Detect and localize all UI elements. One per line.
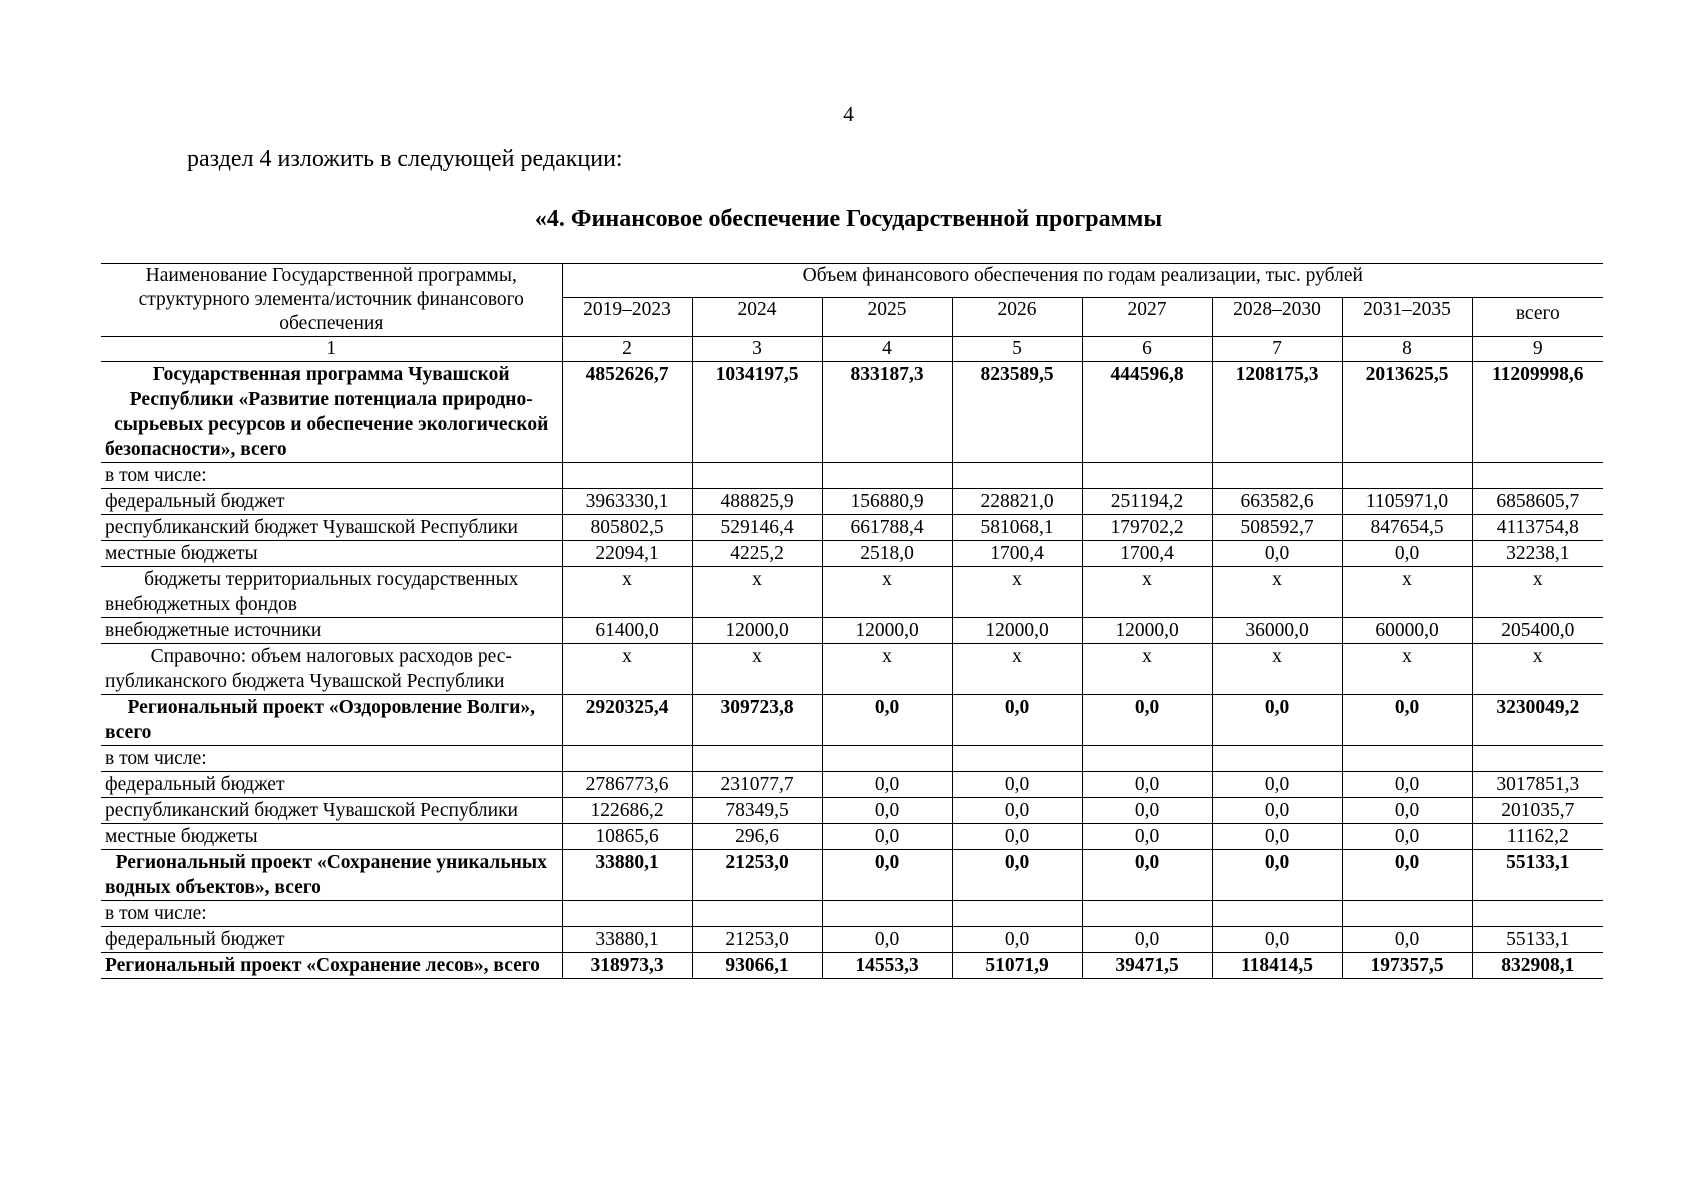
value-cell: 529146,4	[692, 515, 822, 541]
value-cell: 36000,0	[1212, 618, 1342, 644]
value-cell	[562, 463, 692, 489]
value-cell: х	[1082, 644, 1212, 695]
value-cell: 0,0	[1342, 541, 1472, 567]
row-name: федеральный бюджет	[101, 927, 562, 953]
value-cell: 0,0	[952, 772, 1082, 798]
value-cell: 832908,1	[1472, 953, 1603, 979]
value-cell: 663582,6	[1212, 489, 1342, 515]
value-cell: 0,0	[1212, 850, 1342, 901]
value-cell: 0,0	[1212, 824, 1342, 850]
financing-table	[101, 263, 1603, 979]
value-cell: 93066,1	[692, 953, 822, 979]
value-cell: 55133,1	[1472, 850, 1603, 901]
value-cell	[562, 746, 692, 772]
value-cell	[952, 746, 1082, 772]
column-index-row	[101, 337, 1603, 362]
value-cell: 33880,1	[562, 927, 692, 953]
value-cell	[692, 463, 822, 489]
name-column-header: Наименование Государственной программы, структурного элемента/источник финансового обеспечения	[101, 264, 562, 337]
row-name: Региональный проект «Оздоровление Волги», всего	[101, 695, 562, 746]
value-cell: 823589,5	[952, 362, 1082, 463]
column-index: 9	[1472, 337, 1603, 362]
section-title: «4. Финансовое обеспечение Государственной программы	[534, 206, 1163, 232]
value-cell: 0,0	[1342, 772, 1472, 798]
table-row	[101, 798, 1603, 824]
value-cell: х	[1472, 644, 1603, 695]
value-cell: 0,0	[1082, 850, 1212, 901]
year-header: 2026	[952, 297, 1082, 336]
table-row	[101, 644, 1603, 695]
value-cell: х	[1212, 567, 1342, 618]
value-cell: 21253,0	[692, 927, 822, 953]
table-row	[101, 489, 1603, 515]
value-cell: 10865,6	[562, 824, 692, 850]
value-cell: 12000,0	[692, 618, 822, 644]
value-cell: х	[1342, 644, 1472, 695]
value-cell: 0,0	[1342, 927, 1472, 953]
column-index: 7	[1212, 337, 1342, 362]
value-cell: 55133,1	[1472, 927, 1603, 953]
value-cell: 4113754,8	[1472, 515, 1603, 541]
table-body	[101, 264, 1603, 979]
value-cell: 12000,0	[1082, 618, 1212, 644]
row-name: бюджеты территориальных государственных внебюджетных фондов	[101, 567, 562, 618]
value-cell	[1472, 746, 1603, 772]
value-cell: 21253,0	[692, 850, 822, 901]
table-row	[101, 541, 1603, 567]
value-cell: 118414,5	[1212, 953, 1342, 979]
value-cell: 228821,0	[952, 489, 1082, 515]
row-name: внебюджетные источники	[101, 618, 562, 644]
value-cell	[1082, 901, 1212, 927]
value-cell: 6858605,7	[1472, 489, 1603, 515]
value-cell	[1342, 901, 1472, 927]
column-index: 1	[101, 337, 562, 362]
value-cell: 0,0	[822, 824, 952, 850]
value-cell: 0,0	[1082, 927, 1212, 953]
value-cell	[952, 463, 1082, 489]
value-cell: 0,0	[822, 798, 952, 824]
value-cell: 4225,2	[692, 541, 822, 567]
value-cell: х	[1472, 567, 1603, 618]
value-cell: 0,0	[1212, 927, 1342, 953]
value-cell: 11162,2	[1472, 824, 1603, 850]
value-cell: 1700,4	[952, 541, 1082, 567]
row-name: Справочно: объем налоговых расходов республиканского бюджета Чувашской Республики	[101, 644, 562, 695]
value-cell: х	[562, 567, 692, 618]
value-cell	[692, 746, 822, 772]
value-cell: 309723,8	[692, 695, 822, 746]
value-cell: 201035,7	[1472, 798, 1603, 824]
value-cell: 251194,2	[1082, 489, 1212, 515]
table-row	[101, 824, 1603, 850]
value-cell: 32238,1	[1472, 541, 1603, 567]
value-cell	[562, 901, 692, 927]
value-cell: 0,0	[822, 772, 952, 798]
table-row	[101, 772, 1603, 798]
value-cell: 508592,7	[1212, 515, 1342, 541]
row-name: республиканский бюджет Чувашской Республики	[101, 515, 562, 541]
value-cell: 197357,5	[1342, 953, 1472, 979]
value-cell: 581068,1	[952, 515, 1082, 541]
value-cell: 833187,3	[822, 362, 952, 463]
table-row	[101, 618, 1603, 644]
value-cell	[822, 746, 952, 772]
value-cell: 0,0	[1212, 541, 1342, 567]
value-cell	[1212, 463, 1342, 489]
page-number: 4	[843, 102, 854, 126]
value-cell: 0,0	[1082, 824, 1212, 850]
value-cell: х	[1212, 644, 1342, 695]
value-cell: 1105971,0	[1342, 489, 1472, 515]
value-cell: 3963330,1	[562, 489, 692, 515]
value-cell	[1472, 463, 1603, 489]
table-row	[101, 901, 1603, 927]
value-cell: 11209998,6	[1472, 362, 1603, 463]
row-name: республиканский бюджет Чувашской Республики	[101, 798, 562, 824]
row-name: в том числе:	[101, 901, 562, 927]
value-cell: 805802,5	[562, 515, 692, 541]
value-cell: 39471,5	[1082, 953, 1212, 979]
year-header: всего	[1472, 297, 1603, 336]
year-header: 2028–2030	[1212, 297, 1342, 336]
value-cell: 0,0	[1342, 824, 1472, 850]
value-cell: х	[822, 644, 952, 695]
value-cell: 296,6	[692, 824, 822, 850]
value-cell: 1700,4	[1082, 541, 1212, 567]
table-row	[101, 953, 1603, 979]
column-index: 6	[1082, 337, 1212, 362]
value-cell: 205400,0	[1472, 618, 1603, 644]
value-cell: 4852626,7	[562, 362, 692, 463]
row-name: в том числе:	[101, 463, 562, 489]
value-cell: 179702,2	[1082, 515, 1212, 541]
value-cell	[822, 901, 952, 927]
value-cell	[1212, 901, 1342, 927]
volume-column-header: Объем финансового обеспечения по годам реализации, тыс. рублей	[562, 264, 1603, 298]
value-cell: 61400,0	[562, 618, 692, 644]
value-cell: х	[562, 644, 692, 695]
value-cell: 847654,5	[1342, 515, 1472, 541]
table-row	[101, 746, 1603, 772]
value-cell: 33880,1	[562, 850, 692, 901]
year-header: 2019–2023	[562, 297, 692, 336]
value-cell: х	[1082, 567, 1212, 618]
value-cell: 0,0	[822, 695, 952, 746]
value-cell: 0,0	[1212, 772, 1342, 798]
value-cell: 2786773,6	[562, 772, 692, 798]
value-cell: 0,0	[952, 927, 1082, 953]
value-cell: 661788,4	[822, 515, 952, 541]
value-cell: 2920325,4	[562, 695, 692, 746]
value-cell	[1082, 463, 1212, 489]
value-cell: х	[1342, 567, 1472, 618]
column-index: 2	[562, 337, 692, 362]
value-cell: 12000,0	[822, 618, 952, 644]
row-name: Региональный проект «Сохранение лесов», всего	[101, 953, 562, 979]
value-cell: 0,0	[1082, 798, 1212, 824]
value-cell: 22094,1	[562, 541, 692, 567]
value-cell: 12000,0	[952, 618, 1082, 644]
value-cell	[1472, 901, 1603, 927]
header-row	[101, 264, 1603, 298]
value-cell	[1212, 746, 1342, 772]
value-cell	[1082, 746, 1212, 772]
value-cell: 0,0	[1342, 798, 1472, 824]
year-header: 2027	[1082, 297, 1212, 336]
value-cell: 0,0	[1212, 695, 1342, 746]
row-name: Государственная программа Чувашской Республики «Развитие потенциала природно-сырьевых ресурсов и обеспечение экологической безопасности», всего	[101, 362, 562, 463]
value-cell	[952, 901, 1082, 927]
value-cell: х	[952, 644, 1082, 695]
value-cell: 0,0	[822, 927, 952, 953]
value-cell: 14553,3	[822, 953, 952, 979]
table-row	[101, 463, 1603, 489]
value-cell: 0,0	[1082, 695, 1212, 746]
value-cell: х	[952, 567, 1082, 618]
value-cell: 0,0	[1342, 695, 1472, 746]
table-row	[101, 695, 1603, 746]
table-row	[101, 567, 1603, 618]
value-cell: 0,0	[952, 798, 1082, 824]
table-row	[101, 927, 1603, 953]
value-cell: 0,0	[952, 695, 1082, 746]
value-cell: х	[692, 644, 822, 695]
value-cell: 318973,3	[562, 953, 692, 979]
value-cell: х	[692, 567, 822, 618]
value-cell: 3017851,3	[1472, 772, 1603, 798]
value-cell: 0,0	[1082, 772, 1212, 798]
value-cell: 0,0	[952, 824, 1082, 850]
value-cell: 2518,0	[822, 541, 952, 567]
row-name: местные бюджеты	[101, 824, 562, 850]
year-header: 2024	[692, 297, 822, 336]
column-index: 4	[822, 337, 952, 362]
value-cell: 0,0	[952, 850, 1082, 901]
value-cell: 60000,0	[1342, 618, 1472, 644]
table-row	[101, 362, 1603, 463]
value-cell: 156880,9	[822, 489, 952, 515]
year-header: 2025	[822, 297, 952, 336]
value-cell: 51071,9	[952, 953, 1082, 979]
row-name: федеральный бюджет	[101, 489, 562, 515]
value-cell	[692, 901, 822, 927]
value-cell: 122686,2	[562, 798, 692, 824]
value-cell: 3230049,2	[1472, 695, 1603, 746]
value-cell: 1208175,3	[1212, 362, 1342, 463]
table-row	[101, 515, 1603, 541]
value-cell: 0,0	[1212, 798, 1342, 824]
value-cell: 78349,5	[692, 798, 822, 824]
row-name: федеральный бюджет	[101, 772, 562, 798]
value-cell	[1342, 463, 1472, 489]
intro-text: раздел 4 изложить в следующей редакции:	[187, 146, 623, 172]
value-cell: 0,0	[822, 850, 952, 901]
value-cell: 0,0	[1342, 850, 1472, 901]
value-cell: 2013625,5	[1342, 362, 1472, 463]
value-cell: 231077,7	[692, 772, 822, 798]
row-name: местные бюджеты	[101, 541, 562, 567]
row-name: Региональный проект «Сохранение уникальных водных объектов», всего	[101, 850, 562, 901]
column-index: 5	[952, 337, 1082, 362]
row-name: в том числе:	[101, 746, 562, 772]
column-index: 3	[692, 337, 822, 362]
year-header: 2031–2035	[1342, 297, 1472, 336]
value-cell	[822, 463, 952, 489]
value-cell: 444596,8	[1082, 362, 1212, 463]
value-cell: х	[822, 567, 952, 618]
column-index: 8	[1342, 337, 1472, 362]
value-cell: 1034197,5	[692, 362, 822, 463]
value-cell	[1342, 746, 1472, 772]
table-row	[101, 850, 1603, 901]
value-cell: 488825,9	[692, 489, 822, 515]
